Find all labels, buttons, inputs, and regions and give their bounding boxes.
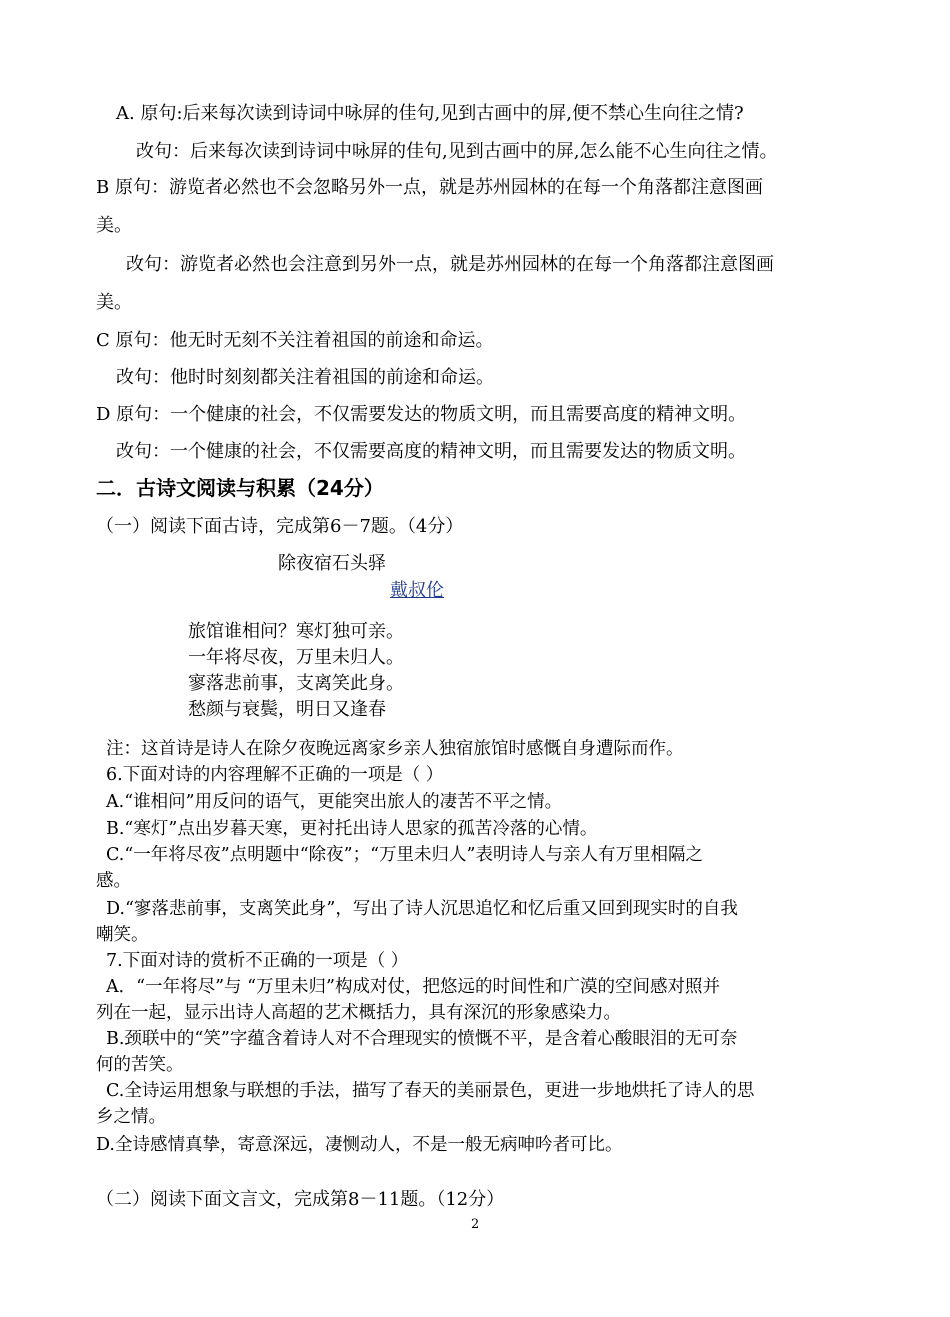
q7-option-c: C.全诗运用想象与联想的手法，描写了春天的美丽景色，更进一步地烘托了诗人的思 <box>106 1081 755 1101</box>
q6-option-d-cont: 嘲笑。 <box>96 925 149 945</box>
poem-line: 寥落悲前事，支离笑此身。 <box>188 673 404 694</box>
q6-option-d: D.“寥落悲前事，支离笑此身”，写出了诗人沉思追忆和忆后重又回到现实时的自我 <box>106 899 738 919</box>
poem-line: 愁颜与衰鬓，明日又逢春 <box>188 699 386 720</box>
q7-option-b-cont: 何的苦笑。 <box>96 1055 184 1075</box>
q7-option-a: A．“一年将尽”与 “万里未归”构成对仗，把悠远的时间性和广漠的空间感对照并 <box>106 977 720 997</box>
section-heading: 二．古诗文阅读与积累（24分） <box>96 476 384 500</box>
q6-option-b: B.“寒灯”点出岁暮天寒，更衬托出诗人思家的孤苦冷落的心情。 <box>106 819 598 839</box>
poem-author-link[interactable]: 戴叔伦 <box>390 580 444 601</box>
q7-option-b: B.颈联中的“笑”字蕴含着诗人对不合理现实的愤慨不平，是含着心酸眼泪的无可奈 <box>106 1029 738 1049</box>
q7-stem: 7.下面对诗的赏析不正确的一项是（ ） <box>106 951 409 971</box>
option-b-original: B 原句：游览者必然也不会忽略另外一点，就是苏州园林的在每一个角落都注意图画 <box>96 177 763 198</box>
option-b-original-cont: 美。 <box>96 215 132 236</box>
poem-line: 旅馆谁相问？寒灯独可亲。 <box>188 621 404 642</box>
option-a-original: A. 原句:后来每次读到诗词中咏屏的佳句,见到古画中的屏,便不禁心生向往之情? <box>116 103 744 124</box>
part2-intro: （二）阅读下面文言文，完成第8－11题。（12分） <box>96 1189 505 1210</box>
q6-option-c: C.“一年将尽夜”点明题中“除夜”；“万里未归人”表明诗人与亲人有万里相隔之 <box>106 845 704 865</box>
option-c-revised: 改句：他时时刻刻都关注着祖国的前途和命运。 <box>116 367 494 388</box>
page-number: 2 <box>471 1217 480 1232</box>
q7-option-a-cont: 列在一起，显示出诗人高超的艺术概括力，具有深沉的形象感染力。 <box>96 1003 621 1023</box>
q6-stem: 6.下面对诗的内容理解不正确的一项是（ ） <box>106 765 444 785</box>
option-b-revised: 改句：游览者必然也会注意到另外一点，就是苏州园林的在每一个角落都注意图画 <box>126 254 774 275</box>
q6-option-c-cont: 感。 <box>96 871 131 891</box>
part1-intro: （一）阅读下面古诗，完成第6－7题。（4分） <box>96 516 464 537</box>
poem-note: 注：这首诗是诗人在除夕夜晚远离家乡亲人独宿旅馆时感慨自身遭际而作。 <box>106 739 684 759</box>
option-c-original: C 原句：他无时无刻不关注着祖国的前途和命运。 <box>96 330 494 351</box>
option-a-revised: 改句：后来每次读到诗词中咏屏的佳句,见到古画中的屏,怎么能不心生向往之情。 <box>136 141 778 162</box>
option-d-original: D 原句：一个健康的社会，不仅需要发达的物质文明，而且需要高度的精神文明。 <box>96 404 747 425</box>
option-b-revised-cont: 美。 <box>96 292 132 313</box>
q7-option-d: D.全诗感情真挚，寄意深远，凄恻动人，不是一般无病呻吟者可比。 <box>96 1135 623 1155</box>
q7-option-c-cont: 乡之情。 <box>96 1107 166 1127</box>
option-d-revised: 改句：一个健康的社会，不仅需要高度的精神文明，而且需要发达的物质文明。 <box>116 441 746 462</box>
poem-line: 一年将尽夜，万里未归人。 <box>188 647 404 668</box>
q6-option-a: A.“谁相问”用反问的语气，更能突出旅人的凄苦不平之情。 <box>106 792 563 812</box>
poem-title: 除夜宿石头驿 <box>278 553 386 574</box>
